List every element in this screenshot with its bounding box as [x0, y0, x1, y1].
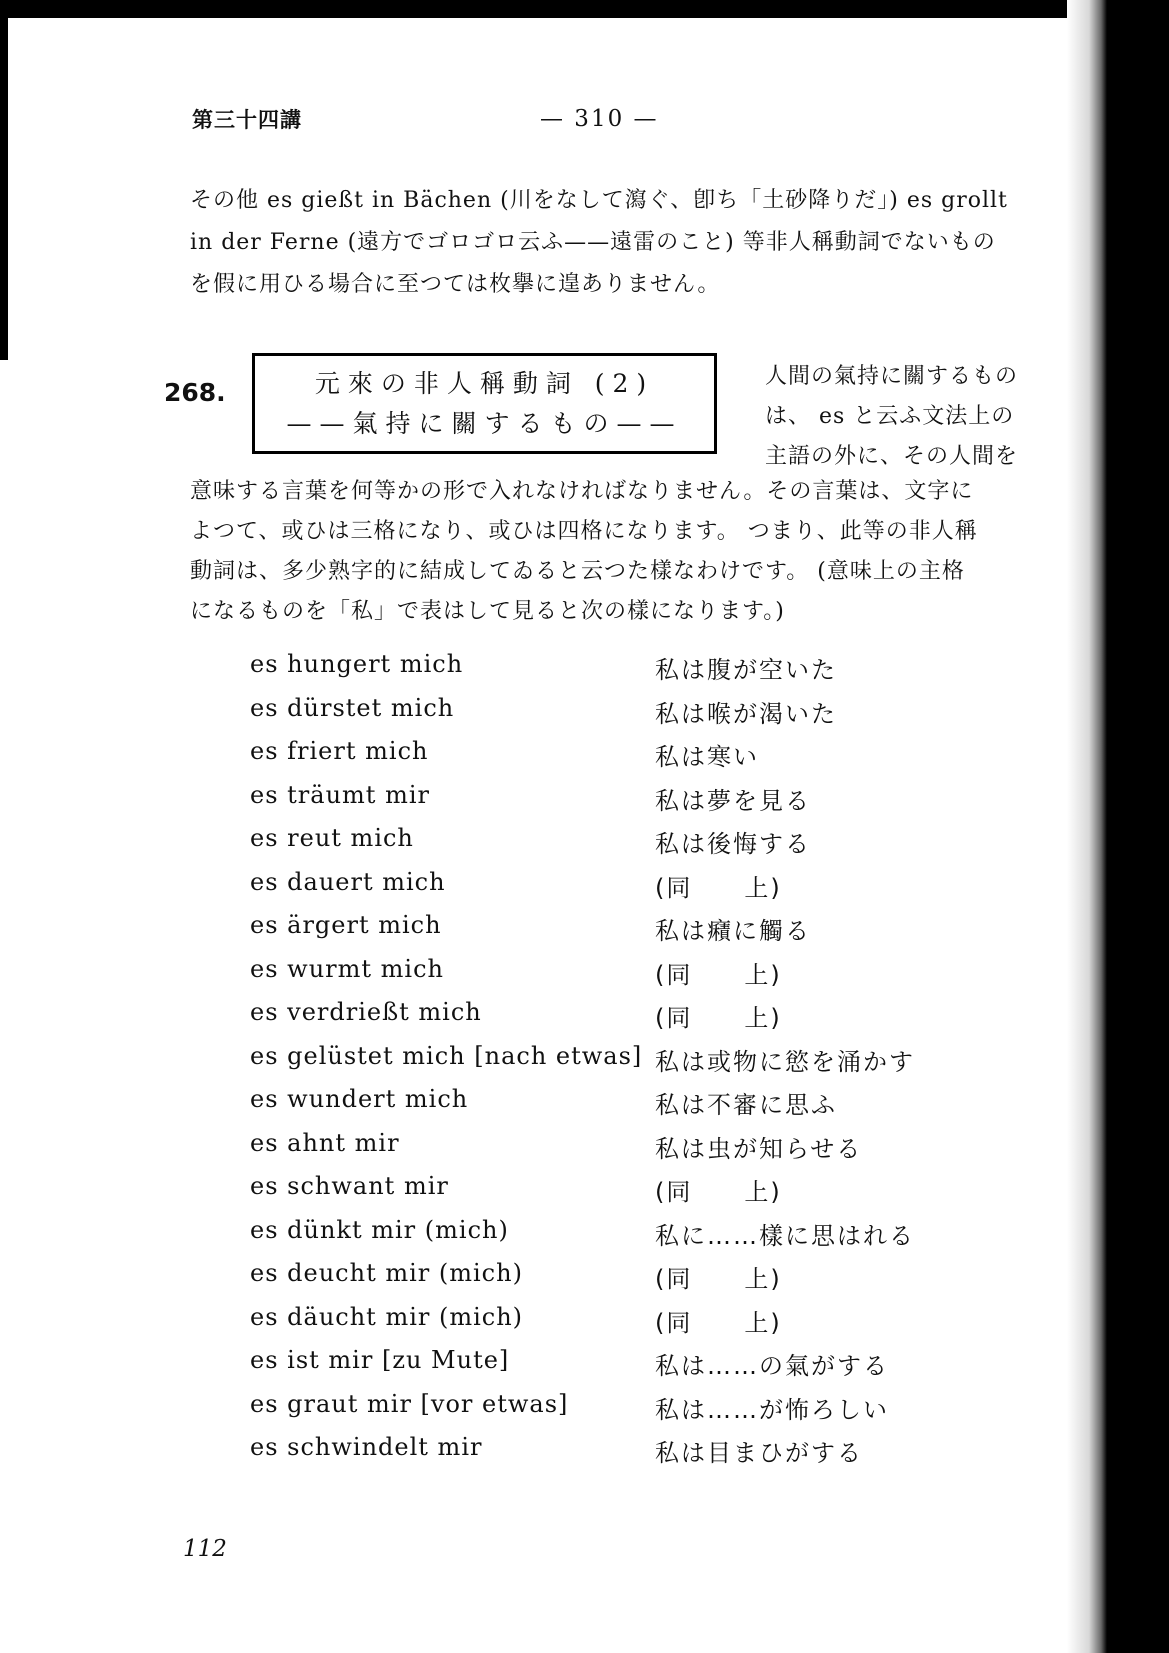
german-phrase: es ist mir [zu Mute] [250, 1346, 510, 1374]
page-number: — 310 — [540, 106, 659, 132]
vocab-row [250, 650, 1000, 694]
japanese-meaning: 私は癪に觸る [655, 917, 811, 945]
section-side-text [765, 357, 1055, 477]
scan-border-top [0, 0, 1169, 18]
japanese-meaning: (同 上) [655, 960, 782, 989]
japanese-meaning: 私は夢を見る [655, 786, 811, 815]
japanese-meaning: 私は目まひがする [655, 1439, 863, 1467]
japanese-meaning: 私は虫が知らせる [655, 1134, 863, 1163]
german-phrase: es deucht mir (mich) [250, 1259, 523, 1287]
vocabulary-list [250, 650, 1000, 1477]
vocab-row [250, 868, 1000, 912]
german-phrase: es friert mich [250, 737, 429, 765]
german-phrase: es däucht mir (mich) [250, 1302, 524, 1331]
german-phrase: es dürstet mich [250, 693, 455, 722]
section-subtitle: ——氣持に關するもの—— [286, 408, 683, 438]
vocab-row [250, 1303, 1000, 1347]
german-phrase: es dünkt mir (mich) [250, 1215, 509, 1244]
german-phrase: es gelüstet mich [nach etwas] [250, 1041, 643, 1070]
vocab-row [250, 1259, 1000, 1303]
body-line: 意味する言葉を何等かの形で入れなければなりません。その言葉は、文字に [190, 479, 974, 504]
german-phrase: es schwindelt mir [250, 1433, 483, 1461]
vocab-row [250, 1085, 1000, 1129]
intro-line: を假に用ひる場合に至つては枚擧に遑ありません。 [190, 272, 721, 297]
vocab-row [250, 1216, 1000, 1260]
japanese-meaning: 私は腹が空いた [655, 656, 837, 684]
japanese-meaning: 私は後悔する [655, 830, 811, 858]
vocab-row [250, 998, 1000, 1042]
intro-paragraph [190, 180, 1040, 306]
side-line: 人間の氣持に關するもの [765, 364, 1019, 389]
vocab-row [250, 911, 1000, 955]
vocab-row [250, 1346, 1000, 1390]
scan-border-left [0, 0, 8, 360]
vocab-row [250, 1172, 1000, 1216]
footer-page-number: 112 [183, 1536, 227, 1562]
japanese-meaning: (同 上) [655, 873, 782, 902]
german-phrase: es schwant mir [250, 1172, 449, 1200]
japanese-meaning: (同 上) [655, 1308, 782, 1337]
german-phrase: es träumt mir [250, 780, 430, 809]
japanese-meaning: 私は喉が渴いた [655, 699, 837, 728]
body-line: 動詞は、多少熟字的に結成してゐると云つた樣なわけです。 (意味上の主格 [190, 559, 965, 584]
vocab-row [250, 824, 1000, 868]
vocab-row [250, 1042, 1000, 1086]
german-phrase: es dauert mich [250, 867, 446, 896]
side-line: 主語の外に、その人間を [765, 444, 1019, 469]
intro-line: その他 es gießt in Bächen (川をなして瀉ぐ、卽ち「土砂降りだ」) es grollt [190, 188, 1008, 213]
vocab-row [250, 781, 1000, 825]
japanese-meaning: 私は不審に思ふ [655, 1091, 837, 1119]
german-phrase: es hungert mich [250, 650, 464, 678]
vocab-row [250, 1390, 1000, 1434]
vocab-row [250, 1129, 1000, 1173]
german-phrase: es verdrießt mich [250, 998, 482, 1026]
body-line: になるものを「私」で表はして見ると次の樣になります。) [190, 599, 785, 624]
vocab-row [250, 955, 1000, 999]
japanese-meaning: 私に……樣に思はれる [655, 1221, 915, 1250]
japanese-meaning: (同 上) [655, 1004, 782, 1032]
japanese-meaning: 私は寒い [655, 743, 759, 771]
german-phrase: es graut mir [vor etwas] [250, 1389, 569, 1418]
japanese-meaning: 私は……が怖ろしい [655, 1395, 889, 1424]
german-phrase: es wurmt mich [250, 954, 444, 983]
page-edge-shadow [1067, 0, 1107, 1653]
japanese-meaning: (同 上) [655, 1265, 782, 1293]
german-phrase: es reut mich [250, 824, 414, 852]
scan-border-right [1107, 0, 1169, 1653]
vocab-row [250, 1433, 1000, 1477]
japanese-meaning: 私は……の氣がする [655, 1352, 889, 1380]
intro-line: in der Ferne (遠方でゴロゴロ云ふ——遠雷のこと) 等非人稱動詞でないもの [190, 230, 996, 255]
body-line: よつて、或ひは三格になり、或ひは四格になります。 つまり、此等の非人稱 [190, 519, 978, 544]
section-body-text [190, 472, 1050, 632]
german-phrase: es wundert mich [250, 1085, 469, 1113]
vocab-row [250, 737, 1000, 781]
german-phrase: es ärgert mich [250, 911, 442, 939]
japanese-meaning: (同 上) [655, 1178, 782, 1206]
section-number: 268. [164, 378, 226, 407]
lecture-title: 第三十四講 [192, 108, 302, 132]
vocab-row [250, 694, 1000, 738]
section-title: 元來の非人稱動詞 (2) [314, 368, 655, 398]
side-line: は、 es と云ふ文法上の [765, 404, 1015, 429]
section-title-box [252, 353, 717, 454]
german-phrase: es ahnt mir [250, 1128, 400, 1157]
japanese-meaning: 私は或物に慾を涌かす [655, 1047, 915, 1076]
